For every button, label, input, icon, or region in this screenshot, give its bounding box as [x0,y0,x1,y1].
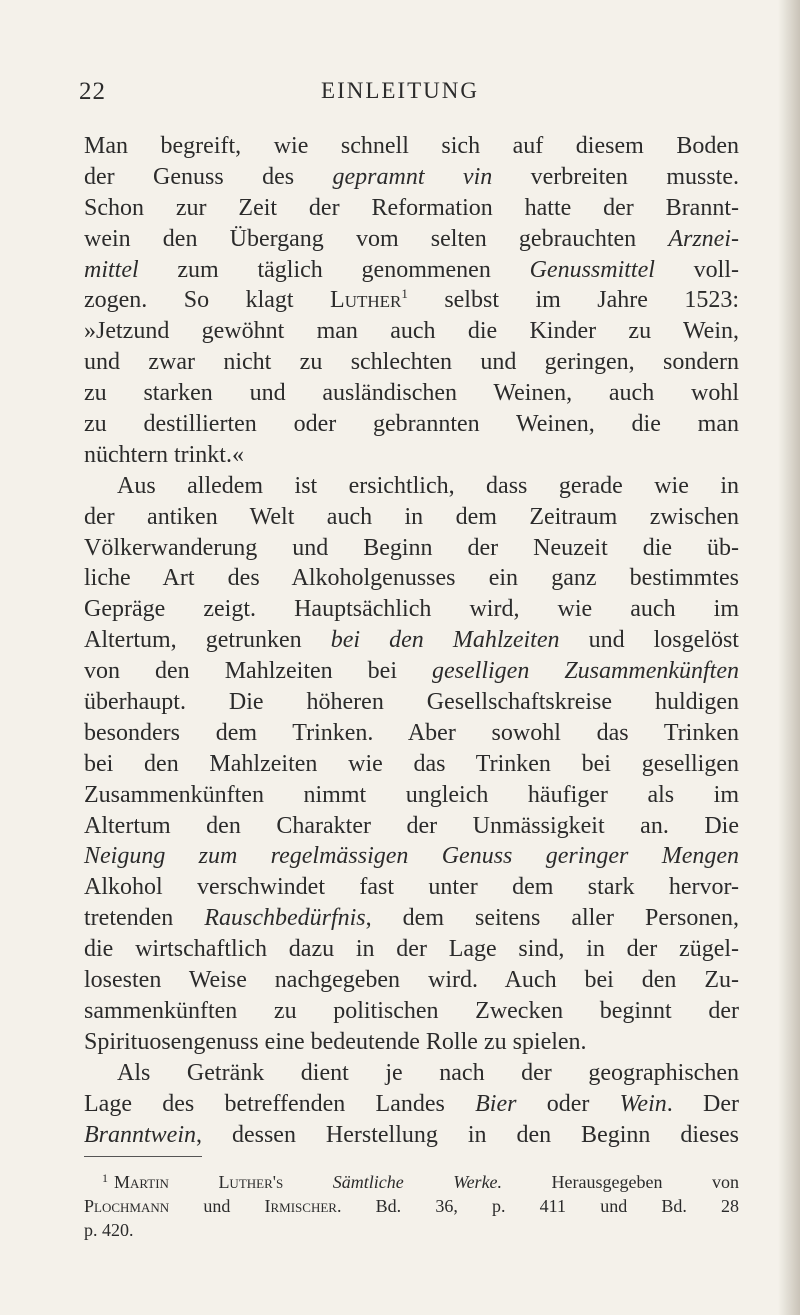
text-line: der Genuss des gepramnt vin verbreiten musste. [84,163,739,190]
text-line: Als Getränk dient je nach der geographischen [117,1059,739,1086]
text-line: Gepräge zeigt. Hauptsächlich wird, wie auch im [84,596,739,623]
page-edge-shadow [778,0,800,1315]
text-line: Schon zur Zeit der Reformation hatte der Brannt- [84,194,739,221]
text-line: von den Mahlzeiten bei geselligen Zusammenkünften [84,658,739,685]
text-line: wein den Übergang vom selten gebrauchten Arznei- [84,225,739,252]
footnote-line: $^1$ Martin Luther's Sämtliche Werke. Herausgegeben von [102,1171,739,1192]
text-line: nüchtern trinkt.« [84,441,244,468]
page-number: 22 [79,78,106,105]
body-text [84,131,739,1150]
text-line: bei den Mahlzeiten wie das Trinken bei geselligen [84,750,739,777]
footnote [84,1170,739,1242]
footnote-reference: 1 [401,286,408,302]
text-line: Völkerwanderung und Beginn der Neuzeit die üb- [84,534,739,561]
text-line: Man begreift, wie schnell sich auf diesem Boden [84,133,739,159]
text-line: Zusammenkünften nimmt ungleich häufiger als im [84,781,739,808]
text-line: Spirituosengenuss eine bedeutende Rolle zu spielen. [84,1028,587,1055]
text-line: Altertum, getrunken bei den Mahlzeiten und losgelöst [84,627,739,654]
text-line: Aus alledem ist ersichtlich, dass gerade wie in [117,472,739,499]
footnote-line: p. 420. [84,1220,134,1240]
text-line: sammenkünften zu politischen Zwecken beginnt der [84,997,739,1024]
text-line: Branntwein, dessen Herstellung in den Beginn dieses [84,1121,739,1148]
footnote-divider [84,1156,202,1157]
page-header [0,78,800,108]
footnote-line: Plochmann und Irmischer. Bd. 36, p. 411 und Bd. 28 [84,1196,740,1216]
text-line: mittel zum täglich genommenen Genussmittel voll- [84,256,740,283]
text-line: überhaupt. Die höheren Gesellschaftskreise huldigen [84,689,739,716]
text-line: die wirtschaftlich dazu in der Lage sind, in der zügel- [84,936,739,963]
text-line: liche Art des Alkoholgenusses ein ganz bestimmtes [84,565,739,592]
text-line: zu destillierten oder gebrannten Weinen, die man [84,411,739,438]
text-line: »Jetzund gewöhnt man auch die Kinder zu Wein, [84,318,739,345]
text-line: losesten Weise nachgegeben wird. Auch bei den Zu- [84,967,739,994]
text-line: der antiken Welt auch in dem Zeitraum zwischen [84,503,739,530]
text-line: tretenden Rauschbedürfnis, dem seitens aller Personen, [84,905,739,932]
text-line: Neigung zum regelmässigen Genuss geringer Mengen [84,843,739,870]
text-line: Lage des betreffenden Landes Bier oder Wein. Der [84,1090,739,1117]
text-line: Alkohol verschwindet fast unter dem stark hervor- [84,874,739,901]
text-line: und zwar nicht zu schlechten und geringen, sondern [84,349,739,376]
running-title: EINLEITUNG [321,78,479,103]
footnote-mark: 1 [102,1171,108,1185]
author-name: Luther [330,287,402,314]
text-line: zogen. So klagt Luther$^1$ selbst im Jahre 1523: [84,286,740,314]
text-line: Altertum den Charakter der Unmässigkeit an. Die [84,812,739,839]
text-line: zu starken und ausländischen Weinen, auch wohl [84,380,739,407]
text-line: besonders dem Trinken. Aber sowohl das Trinken [84,719,739,746]
